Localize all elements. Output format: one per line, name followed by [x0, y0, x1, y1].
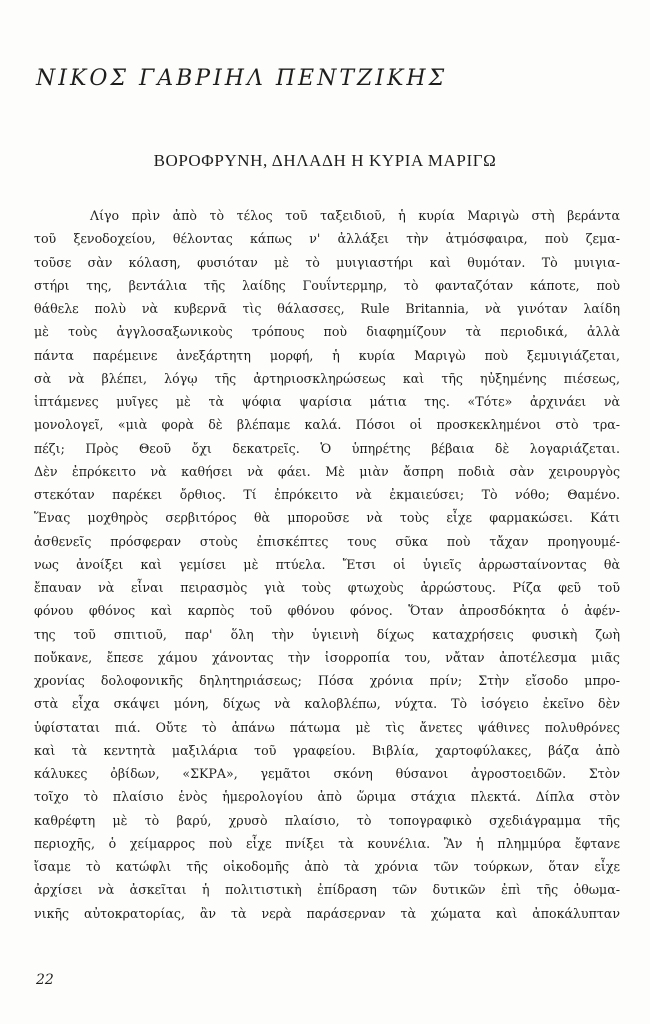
text-line: Δὲν ἐπρόκειτο νὰ καθήσει νὰ φάει. Μὲ μιὰν ἄσπρη ποδιὰ σὰν χειρουργὸς — [34, 463, 620, 479]
text-line: Λίγο πρὶν ἀπὸ τὸ τέλος τοῦ ταξειδιοῦ, ἡ κυρία Μαριγὼ στὴ βεράντα — [90, 208, 620, 223]
text-line: κάλυκες ὀβίδων, «ΣΚΡΑ», γεμᾶτοι σκόνη θύσανοι ἀγροστοειδῶν. Στὸν — [34, 766, 620, 781]
text-line: τοῦ ξενοδοχείου, θέλοντας κάπως ν' ἀλλάξει τὴν ἀτμόσφαιρα, ποὺ ζεμα- — [34, 231, 620, 247]
text-line: νως ἀνοίξει καὶ γεμίσει μὲ πτύελα. Ἔτσι οἱ ὑγιεῖς ἀρρωσταίνοντας θὰ — [34, 556, 620, 572]
text-line: στήρι της, βεντάλια τῆς λαίδης Γουΐντερμηρ, τὸ φανταζόταν κάποτε, ποὺ — [34, 277, 620, 293]
text-line: φόνου φθόνος καὶ καρπὸς τοῦ φθόνου φόνος. Ὅταν ἀπροσδόκητα ὁ ἀφέν- — [34, 603, 620, 619]
text-line: πέζι; Πρὸς Θεοῦ ὄχι δεκατρεῖς. Ὁ ὑπηρέτης βέβαια δὲ λογαριάζεται. — [34, 440, 620, 456]
chapter-title: ΒΟΡΟΦΡΥΝΗ, ΔΗΛΑΔΗ Η ΚΥΡΙΑ ΜΑΡΙΓΩ — [153, 151, 497, 170]
text-line: της τοῦ σπιτιοῦ, παρ' ὅλη τὴν ὑγιεινὴ δίχως καταχρήσεις φυσικὴ ζωὴ — [34, 626, 620, 642]
text-line: ἀρχίσει νὰ ἀσκεῖται ἡ πολιτιστικὴ ἐπίδραση τῶν δυτικῶν ἐπὶ τῆς ὀθωμα- — [34, 882, 620, 898]
page-number: 22 — [36, 972, 54, 988]
text-line: ποὔκανε, ἔπεσε χάμου χάνοντας τὴν ἰσορροπία του, νἄταν ἀποτέλεσμα μιᾶς — [34, 649, 620, 665]
text-line: καθρέφτη μὲ τὸ βαρύ, χρυσὸ πλαίσιο, τὸ τοπογραφικὸ σχεδιάγραμμα τῆς — [34, 812, 620, 828]
text-line: Ἕνας μοχθηρὸς σερβιτόρος θὰ μποροῦσε νὰ τοὺς εἶχε φαρμακώσει. Κάτι — [34, 510, 620, 526]
text-line: στὰ εἶχα σκάψει μόνη, δίχως νὰ καλοβλέπω, νύχτα. Τὸ ἰσόγειο ἐκεῖνο δὲν — [34, 696, 620, 712]
text-line: τοῖχο τὸ πλαίσιο ἑνὸς ἡμερολογίου ἀπὸ ὥριμα στάχια πλεκτά. Δίπλα στὸν — [34, 789, 620, 805]
text-line: περιοχῆς, ὁ χείμαρρος ποὺ εἶχε πνίξει τὰ κουνέλια. Ἂν ἡ πλημμύρα ἔφτανε — [34, 835, 620, 851]
text-line: τοῦσε σὰν κόλαση, φυσιόταν μὲ τὸ μυιγιαστήρι καὶ θυμόταν. Τὸ μυιγια- — [34, 254, 620, 270]
text-line: μονολογεῖ, «μιὰ φορὰ δὲ βλέπαμε καλά. Πόσοι οἱ προσκεκλημένοι στὸ τρα- — [34, 417, 620, 433]
text-line: μὲ τοὺς ἀγγλοσαξωνικοὺς τρόπους ποὺ διαφημίζουν τὰ περιοδικά, ἀλλὰ — [34, 324, 620, 340]
text-line: στεκόταν παρέκει ὄρθιος. Τί ἐπρόκειτο νὰ ἐκμαιεύσει; Τὸ νόθο; Θαμένο. — [34, 487, 620, 502]
text-line: ἔπαυαν νὰ εἶναι πειρασμὸς γιὰ τοὺς φτωχοὺς ἀρρώστους. Ρίζα φεῦ τοῦ — [34, 580, 620, 595]
text-line: σὰ νὰ βλέπει, λόγῳ τῆς ἀρτηριοσκληρώσεως καὶ τῆς ηὐξημένης πιέσεως, — [34, 370, 620, 386]
author-header: ΝΙΚΟΣ ΓΑΒΡΙΗΛ ΠΕΝΤΖΙΚΗΣ — [36, 66, 448, 91]
text-line: νικῆς αὐτοκρατορίας, ἂν τὰ νερὰ παράσερναν τὰ χώματα καὶ ἀποκάλυπταν — [34, 905, 620, 921]
text-line: χρονίας δολοφονικῆς δηλητηριάσεως; Πόσα χρόνια πρίν; Στὴν εἴσοδο μπρο- — [34, 673, 620, 688]
text-line: ἱπτάμενες μυῖγες μὲ τὰ ψόφια ψαρίσια μάτια της. «Τότε» ἀρχινάει νὰ — [34, 394, 620, 409]
text-line: πάντα παρέμεινε ἀνεξάρτητη μορφή, ἡ κυρία Μαριγὼ ποὺ ξεμυιγιάζεται, — [34, 347, 620, 363]
text-line: ἴσαμε τὸ κατώφλι τῆς οἰκοδομῆς ἀπὸ τὰ χρόνια τῶν τούρκων, ὅταν εἶχε — [34, 859, 620, 874]
body-text — [34, 204, 620, 925]
text-line: ὑφίσταται πιά. Οὔτε τὸ ἀπάνω πάτωμα μὲ τὶς ἄνετες ψάθινες πολυθρόνες — [34, 719, 620, 735]
text-line: ἀσθενεῖς πρόσφεραν στοὺς ἐπισκέπτες τους σῦκα ποὺ τἄχαν προηγουμέ- — [34, 533, 620, 549]
text-line: θάθελε πολὺ νὰ κυβερνᾶ τὶς θάλασσες, Rule Britannia, νὰ γινόταν λαίδη — [34, 301, 620, 316]
text-line: καὶ τὰ κεντητὰ μαξιλάρια τοῦ γραφείου. Βιβλία, χαρτοφύλακες, βάζα ἀπὸ — [34, 742, 620, 758]
